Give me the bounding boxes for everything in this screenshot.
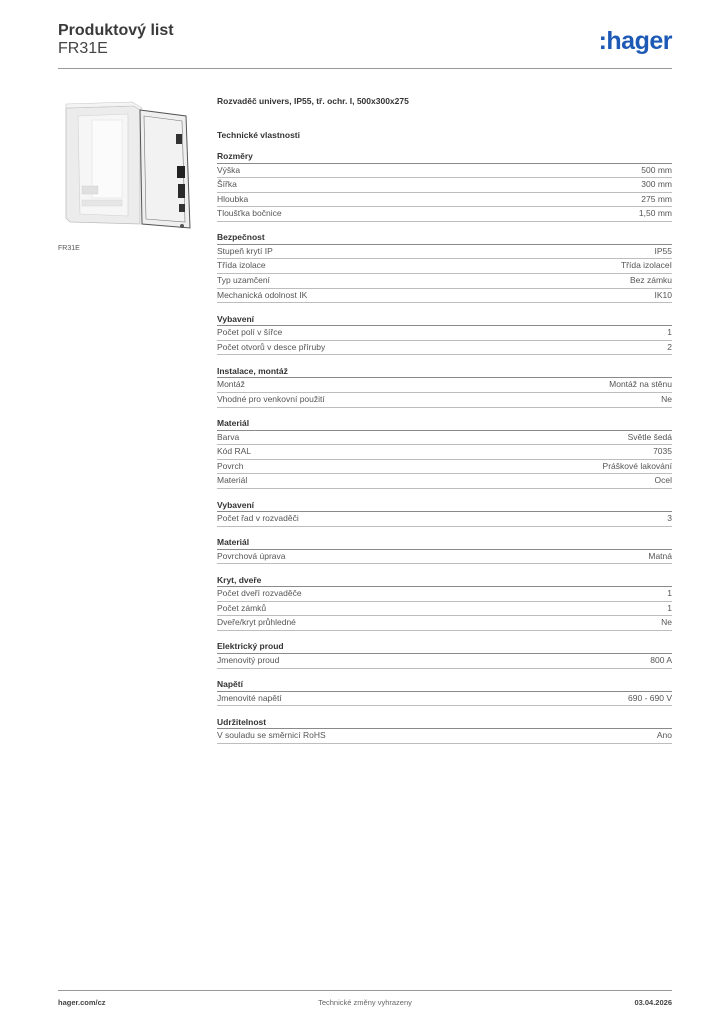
property-value: 1: [667, 588, 672, 599]
property-value: 500 mm: [641, 164, 672, 175]
property-value: 690 - 690 V: [628, 692, 672, 703]
page-title: Produktový list: [58, 22, 174, 39]
property-label: Povrchová úprava: [217, 550, 286, 561]
footer-note: Technické změny vyhrazeny: [318, 998, 412, 1007]
property-value: Montáž na stěnu: [609, 379, 672, 390]
group-title: Vybavení: [217, 500, 672, 513]
property-row: [217, 431, 672, 446]
property-label: Jmenovitý proud: [217, 654, 280, 665]
property-row: [217, 193, 672, 208]
property-label: Montáž: [217, 379, 245, 390]
footer-divider: [58, 990, 672, 991]
property-value: 2: [667, 341, 672, 352]
property-label: Počet polí v šířce: [217, 327, 283, 338]
property-value: 800 A: [650, 654, 672, 665]
product-details: [217, 96, 672, 754]
property-row: [217, 326, 672, 341]
property-row: [217, 474, 672, 489]
property-label: Materiál: [217, 475, 248, 486]
property-row: [217, 259, 672, 274]
property-row: [217, 550, 672, 565]
group-title: Vybavení: [217, 314, 672, 327]
property-label: Hloubka: [217, 193, 249, 204]
group-title: Materiál: [217, 418, 672, 431]
property-row: [217, 587, 672, 602]
image-caption: FR31E: [58, 245, 80, 252]
property-group: [217, 500, 672, 527]
group-title: Udržitelnost: [217, 717, 672, 730]
property-group: [217, 314, 672, 356]
property-label: Počet dveří rozvaděče: [217, 588, 302, 599]
property-groups: [217, 151, 672, 744]
property-value: Ne: [661, 394, 672, 405]
property-row: [217, 692, 672, 707]
property-label: Výška: [217, 164, 241, 175]
property-group: [217, 232, 672, 303]
property-label: Typ uzamčení: [217, 275, 270, 286]
property-label: Počet řad v rozvaděči: [217, 513, 299, 523]
property-label: Kód RAL: [217, 446, 252, 457]
footer-date: 03.04.2026: [634, 998, 672, 1007]
property-group: [217, 366, 672, 408]
product-name: Rozvaděč univers, IP55, tř. ochr. I, 500x300x275: [217, 96, 409, 106]
property-group: [217, 151, 672, 222]
property-label: Dveře/kryt průhledné: [217, 617, 296, 628]
property-group: [217, 418, 672, 489]
footer-website: hager.com/cz: [58, 998, 106, 1007]
product-code: FR31E: [58, 40, 108, 57]
property-row: [217, 289, 672, 304]
property-value: 3: [667, 513, 672, 523]
property-label: Šířka: [217, 179, 237, 190]
property-row: [217, 393, 672, 408]
page-header: [58, 20, 672, 70]
property-row: [217, 654, 672, 669]
property-value: 1,50 mm: [638, 208, 672, 219]
property-row: [217, 512, 672, 527]
property-row: [217, 445, 672, 460]
property-value: Ocel: [654, 475, 672, 486]
property-group: [217, 679, 672, 706]
property-row: [217, 274, 672, 289]
group-title: Rozměry: [217, 151, 672, 164]
group-title: Materiál: [217, 537, 672, 550]
property-value: 7035: [653, 446, 672, 457]
property-label: Vhodné pro venkovní použití: [217, 394, 325, 405]
property-row: [217, 178, 672, 193]
property-label: Stupeň krytí IP: [217, 245, 273, 256]
property-value: IK10: [654, 289, 672, 300]
property-value: Bez zámku: [629, 275, 672, 286]
property-row: [217, 616, 672, 631]
header-divider: [58, 68, 672, 69]
property-row: [217, 341, 672, 356]
property-value: 275 mm: [641, 193, 672, 204]
property-group: [217, 537, 672, 564]
property-label: Počet zámků: [217, 602, 267, 613]
property-group: [217, 717, 672, 744]
property-row: [217, 207, 672, 222]
group-title: Instalace, montáž: [217, 366, 672, 379]
group-title: Bezpečnost: [217, 232, 672, 245]
property-row: [217, 729, 672, 744]
property-label: V souladu se směrnicí RoHS: [217, 730, 326, 741]
property-row: [217, 245, 672, 260]
property-value: IP55: [654, 245, 672, 256]
property-label: Počet otvorů v desce příruby: [217, 341, 326, 352]
group-title: Kryt, dveře: [217, 575, 672, 588]
group-title: Elektrický proud: [217, 641, 672, 654]
property-group: [217, 641, 672, 668]
property-value: Třída izolaceI: [620, 260, 672, 271]
property-value: Ne: [661, 617, 672, 628]
property-value: Matná: [648, 550, 672, 561]
logo-colon-icon: :: [598, 27, 607, 55]
property-value: 300 mm: [641, 179, 672, 190]
property-value: Práškové lakování: [602, 460, 672, 471]
property-value: Světle šedá: [627, 431, 672, 442]
property-group: [217, 575, 672, 631]
product-image: [58, 94, 204, 235]
property-row: [217, 602, 672, 617]
group-title: Napětí: [217, 679, 672, 692]
property-row: [217, 460, 672, 475]
property-value: 1: [667, 327, 672, 338]
property-value: 1: [667, 602, 672, 613]
property-label: Mechanická odolnost IK: [217, 289, 308, 300]
property-row: [217, 164, 672, 179]
technical-properties-title: Technické vlastnosti: [217, 130, 300, 140]
hager-logo: [599, 27, 672, 56]
logo-text: hager: [606, 27, 672, 55]
property-label: Tloušťka bočnice: [217, 208, 282, 219]
property-label: Povrch: [217, 460, 244, 471]
property-row: [217, 378, 672, 393]
property-value: Ano: [656, 730, 672, 741]
property-label: Třída izolace: [217, 260, 266, 271]
property-label: Barva: [217, 431, 240, 442]
property-label: Jmenovité napětí: [217, 692, 282, 703]
